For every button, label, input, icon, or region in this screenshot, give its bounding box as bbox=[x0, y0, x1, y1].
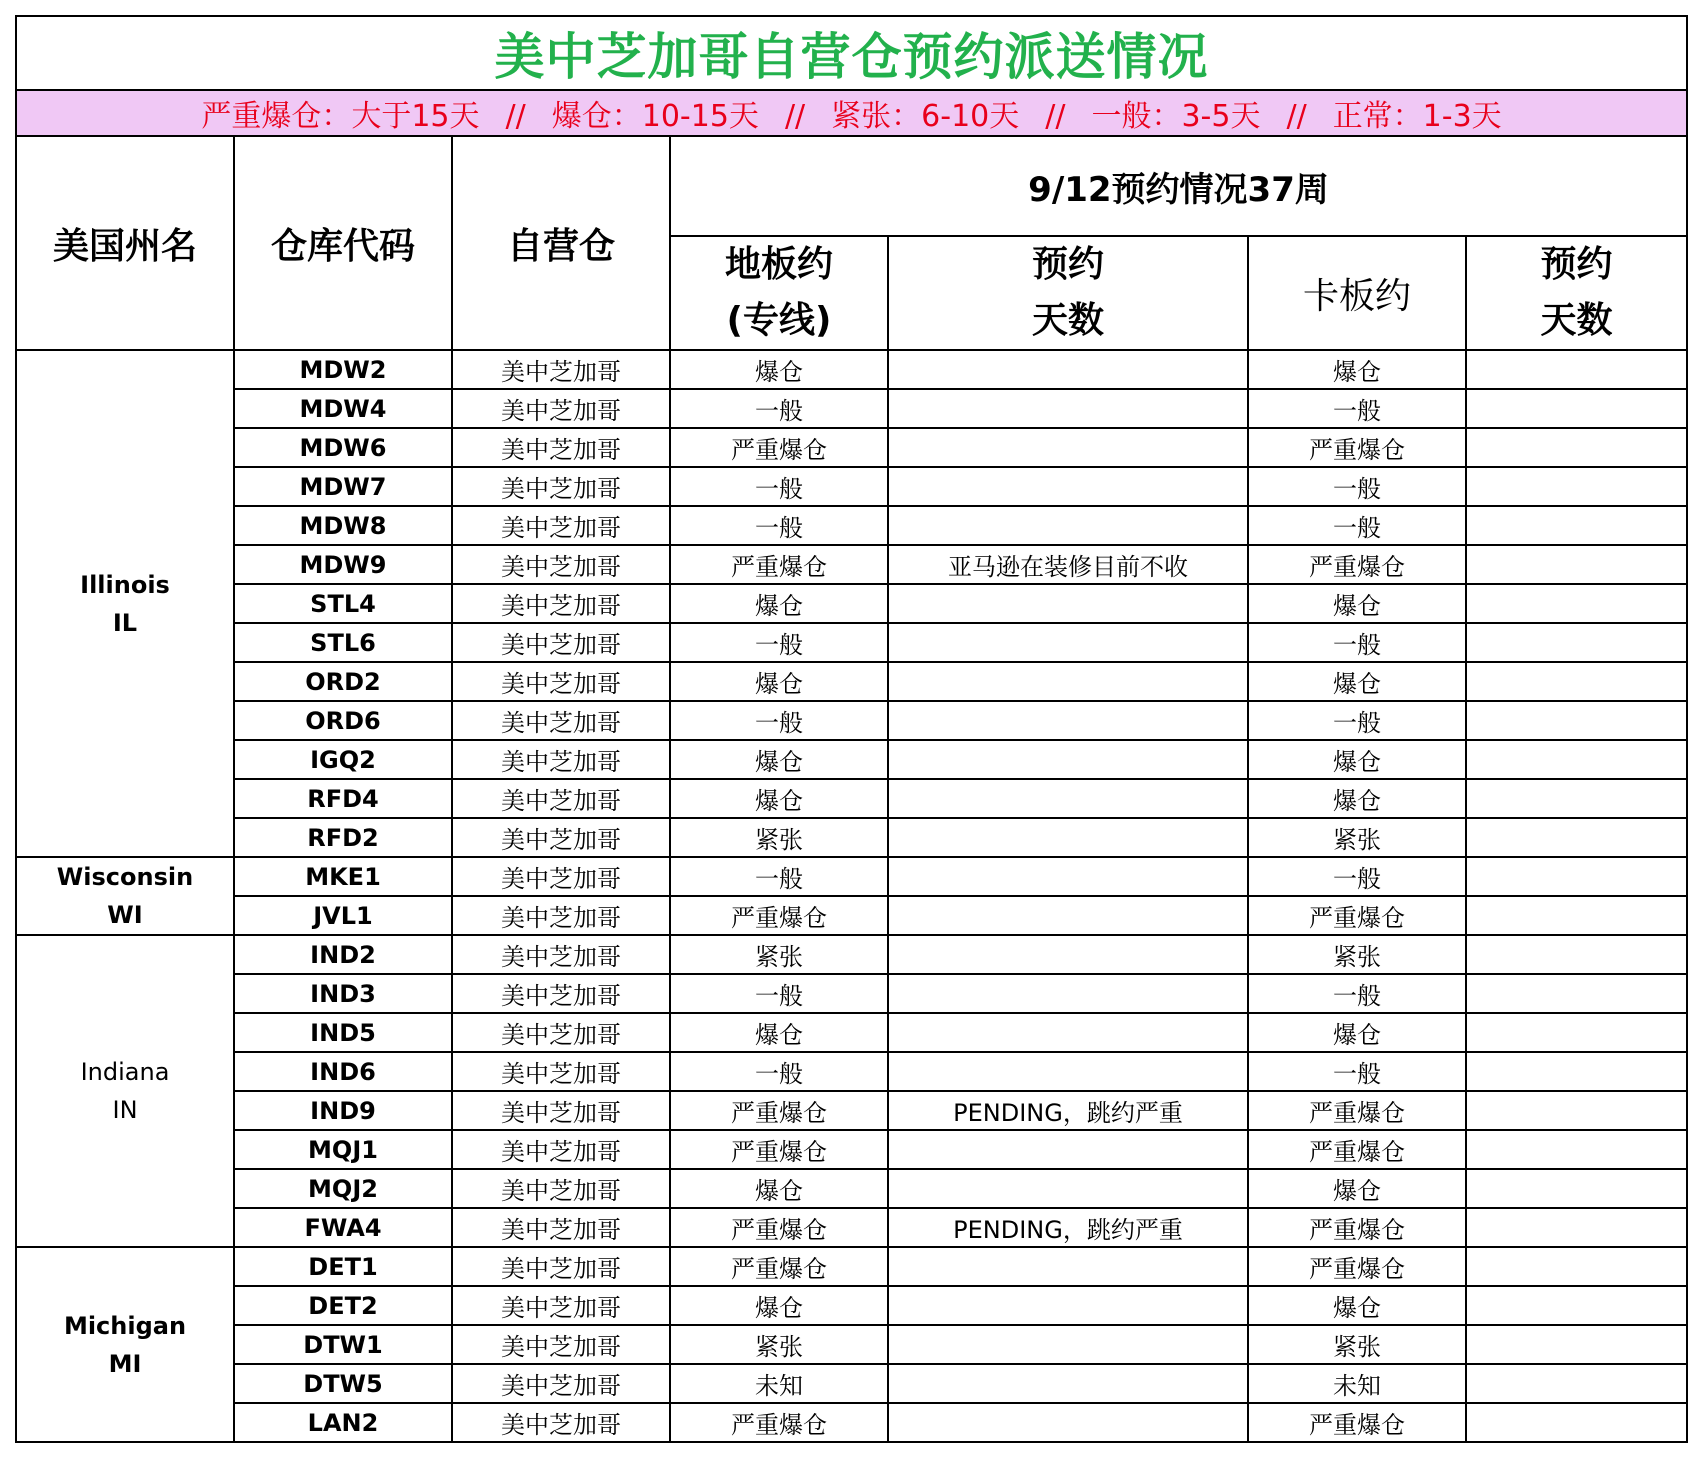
table-row bbox=[16, 1169, 1687, 1208]
header-floor bbox=[670, 236, 888, 350]
floor-status-cell: 紧张 bbox=[670, 935, 888, 974]
pallet-status-cell: 严重爆仓 bbox=[1248, 1130, 1466, 1169]
warehouse-code-cell: ORD2 bbox=[234, 662, 452, 701]
warehouse-name-cell: 美中芝加哥 bbox=[452, 1169, 670, 1208]
floor-days-cell: 亚马逊在装修目前不收 bbox=[888, 545, 1248, 584]
floor-days-cell bbox=[888, 623, 1248, 662]
header-week: 9/12预约情况37周 bbox=[670, 136, 1687, 236]
floor-days-cell bbox=[888, 1403, 1248, 1442]
warehouse-code-cell: JVL1 bbox=[234, 896, 452, 935]
pallet-days-cell bbox=[1466, 1013, 1687, 1052]
floor-days-cell bbox=[888, 974, 1248, 1013]
table-row bbox=[16, 1052, 1687, 1091]
warehouse-name-cell: 美中芝加哥 bbox=[452, 974, 670, 1013]
warehouse-name-cell: 美中芝加哥 bbox=[452, 1052, 670, 1091]
warehouse-code-cell: ORD6 bbox=[234, 701, 452, 740]
pallet-status-cell: 紧张 bbox=[1248, 935, 1466, 974]
legend-separator: // bbox=[505, 99, 526, 134]
floor-days-cell bbox=[888, 467, 1248, 506]
floor-status-cell: 一般 bbox=[670, 389, 888, 428]
warehouse-code-cell: MKE1 bbox=[234, 857, 452, 896]
table-row bbox=[16, 1325, 1687, 1364]
floor-status-cell: 一般 bbox=[670, 506, 888, 545]
pallet-days-cell bbox=[1466, 1247, 1687, 1286]
warehouse-code-cell: LAN2 bbox=[234, 1403, 452, 1442]
warehouse-name-cell: 美中芝加哥 bbox=[452, 350, 670, 389]
table-row bbox=[16, 506, 1687, 545]
pallet-days-cell bbox=[1466, 1130, 1687, 1169]
legend-separator: // bbox=[784, 99, 806, 134]
table-row bbox=[16, 701, 1687, 740]
warehouse-name-cell: 美中芝加哥 bbox=[452, 584, 670, 623]
pallet-days-cell bbox=[1466, 935, 1687, 974]
pallet-days-cell bbox=[1466, 1403, 1687, 1442]
floor-days-cell: PENDING，跳约严重 bbox=[888, 1208, 1248, 1247]
warehouse-code-cell: DET1 bbox=[234, 1247, 452, 1286]
floor-status-cell: 爆仓 bbox=[670, 779, 888, 818]
pallet-days-cell bbox=[1466, 389, 1687, 428]
floor-status-cell: 严重爆仓 bbox=[670, 545, 888, 584]
floor-days-cell bbox=[888, 1364, 1248, 1403]
table-row bbox=[16, 350, 1687, 389]
floor-days-cell bbox=[888, 662, 1248, 701]
warehouse-name-cell: 美中芝加哥 bbox=[452, 1364, 670, 1403]
pallet-days-cell bbox=[1466, 896, 1687, 935]
warehouse-code-cell: STL6 bbox=[234, 623, 452, 662]
pallet-days-cell bbox=[1466, 1169, 1687, 1208]
floor-status-cell: 严重爆仓 bbox=[670, 1208, 888, 1247]
warehouse-name-cell: 美中芝加哥 bbox=[452, 1403, 670, 1442]
pallet-status-cell: 一般 bbox=[1248, 701, 1466, 740]
pallet-days-cell bbox=[1466, 1286, 1687, 1325]
table-row bbox=[16, 857, 1687, 896]
table-row bbox=[16, 1013, 1687, 1052]
warehouse-code-cell: RFD4 bbox=[234, 779, 452, 818]
pallet-days-cell bbox=[1466, 1091, 1687, 1130]
pallet-days-cell bbox=[1466, 974, 1687, 1013]
floor-days-cell bbox=[888, 350, 1248, 389]
pallet-status-cell: 严重爆仓 bbox=[1248, 1208, 1466, 1247]
pallet-status-cell: 严重爆仓 bbox=[1248, 1403, 1466, 1442]
warehouse-code-cell: IND5 bbox=[234, 1013, 452, 1052]
table-row bbox=[16, 1403, 1687, 1442]
pallet-days-cell bbox=[1466, 779, 1687, 818]
floor-status-cell: 一般 bbox=[670, 467, 888, 506]
floor-days-cell bbox=[888, 740, 1248, 779]
warehouse-code-cell: DTW5 bbox=[234, 1364, 452, 1403]
state-abbr: WI bbox=[107, 901, 143, 929]
warehouse-code-cell: IGQ2 bbox=[234, 740, 452, 779]
floor-status-cell: 严重爆仓 bbox=[670, 1403, 888, 1442]
floor-days-cell bbox=[888, 506, 1248, 545]
warehouse-code-cell: STL4 bbox=[234, 584, 452, 623]
floor-status-cell: 一般 bbox=[670, 974, 888, 1013]
floor-status-cell: 严重爆仓 bbox=[670, 1091, 888, 1130]
pallet-days-cell bbox=[1466, 1325, 1687, 1364]
pallet-status-cell: 爆仓 bbox=[1248, 1169, 1466, 1208]
pallet-days-cell bbox=[1466, 701, 1687, 740]
header-floor-days-line2: 天数 bbox=[1031, 300, 1104, 341]
table-row bbox=[16, 662, 1687, 701]
floor-days-cell bbox=[888, 1325, 1248, 1364]
delivery-status-table bbox=[15, 15, 1688, 1443]
header-state: 美国州名 bbox=[16, 136, 234, 350]
legend-item: 一般：3-5天 bbox=[1091, 99, 1261, 134]
warehouse-code-cell: MQJ1 bbox=[234, 1130, 452, 1169]
warehouse-code-cell: MDW7 bbox=[234, 467, 452, 506]
table-row bbox=[16, 1130, 1687, 1169]
table-row bbox=[16, 1091, 1687, 1130]
pallet-status-cell: 严重爆仓 bbox=[1248, 545, 1466, 584]
warehouse-name-cell: 美中芝加哥 bbox=[452, 1286, 670, 1325]
floor-status-cell: 爆仓 bbox=[670, 584, 888, 623]
warehouse-code-cell: MQJ2 bbox=[234, 1169, 452, 1208]
floor-status-cell: 严重爆仓 bbox=[670, 896, 888, 935]
state-abbr: IL bbox=[112, 608, 138, 637]
floor-days-cell bbox=[888, 1169, 1248, 1208]
floor-status-cell: 紧张 bbox=[670, 818, 888, 857]
state-name: Wisconsin bbox=[56, 863, 194, 891]
header-floor-line1: 地板约 bbox=[724, 244, 833, 285]
table-row bbox=[16, 1286, 1687, 1325]
floor-days-cell: PENDING，跳约严重 bbox=[888, 1091, 1248, 1130]
floor-status-cell: 未知 bbox=[670, 1364, 888, 1403]
warehouse-code-cell: MDW4 bbox=[234, 389, 452, 428]
table-row bbox=[16, 1247, 1687, 1286]
floor-days-cell bbox=[888, 1130, 1248, 1169]
warehouse-name-cell: 美中芝加哥 bbox=[452, 1091, 670, 1130]
legend-item: 严重爆仓：大于15天 bbox=[201, 99, 480, 134]
table-row bbox=[16, 623, 1687, 662]
warehouse-code-cell: MDW9 bbox=[234, 545, 452, 584]
legend-separator: // bbox=[1045, 99, 1066, 134]
pallet-status-cell: 一般 bbox=[1248, 974, 1466, 1013]
warehouse-name-cell: 美中芝加哥 bbox=[452, 935, 670, 974]
table-row bbox=[16, 818, 1687, 857]
pallet-status-cell: 一般 bbox=[1248, 506, 1466, 545]
state-abbr: MI bbox=[108, 1349, 142, 1378]
floor-days-cell bbox=[888, 428, 1248, 467]
table-row bbox=[16, 740, 1687, 779]
warehouse-name-cell: 美中芝加哥 bbox=[452, 662, 670, 701]
warehouse-name-cell: 美中芝加哥 bbox=[452, 506, 670, 545]
floor-status-cell: 一般 bbox=[670, 1052, 888, 1091]
warehouse-code-cell: IND9 bbox=[234, 1091, 452, 1130]
warehouse-name-cell: 美中芝加哥 bbox=[452, 1208, 670, 1247]
pallet-days-cell bbox=[1466, 662, 1687, 701]
floor-status-cell: 爆仓 bbox=[670, 1013, 888, 1052]
header-warehouse: 自营仓 bbox=[452, 136, 670, 350]
pallet-status-cell: 爆仓 bbox=[1248, 1286, 1466, 1325]
warehouse-name-cell: 美中芝加哥 bbox=[452, 467, 670, 506]
warehouse-name-cell: 美中芝加哥 bbox=[452, 1247, 670, 1286]
pallet-days-cell bbox=[1466, 350, 1687, 389]
pallet-status-cell: 爆仓 bbox=[1248, 779, 1466, 818]
warehouse-code-cell: IND3 bbox=[234, 974, 452, 1013]
pallet-days-cell bbox=[1466, 428, 1687, 467]
floor-days-cell bbox=[888, 1247, 1248, 1286]
legend-separator: // bbox=[1286, 99, 1307, 134]
state-name: Indiana bbox=[80, 1058, 170, 1086]
floor-status-cell: 一般 bbox=[670, 857, 888, 896]
spreadsheet bbox=[15, 15, 1688, 1443]
warehouse-name-cell: 美中芝加哥 bbox=[452, 818, 670, 857]
floor-days-cell bbox=[888, 1013, 1248, 1052]
pallet-status-cell: 未知 bbox=[1248, 1364, 1466, 1403]
warehouse-code-cell: IND6 bbox=[234, 1052, 452, 1091]
table-row bbox=[16, 467, 1687, 506]
floor-days-cell bbox=[888, 779, 1248, 818]
table-row bbox=[16, 779, 1687, 818]
pallet-status-cell: 一般 bbox=[1248, 467, 1466, 506]
pallet-days-cell bbox=[1466, 506, 1687, 545]
warehouse-name-cell: 美中芝加哥 bbox=[452, 740, 670, 779]
warehouse-name-cell: 美中芝加哥 bbox=[452, 623, 670, 662]
header-floor-days bbox=[888, 236, 1248, 350]
warehouse-name-cell: 美中芝加哥 bbox=[452, 1013, 670, 1052]
floor-status-cell: 紧张 bbox=[670, 1325, 888, 1364]
floor-status-cell: 一般 bbox=[670, 701, 888, 740]
warehouse-name-cell: 美中芝加哥 bbox=[452, 857, 670, 896]
warehouse-name-cell: 美中芝加哥 bbox=[452, 389, 670, 428]
state-abbr: IN bbox=[112, 1096, 138, 1124]
floor-status-cell: 爆仓 bbox=[670, 1286, 888, 1325]
floor-status-cell: 爆仓 bbox=[670, 740, 888, 779]
pallet-status-cell: 严重爆仓 bbox=[1248, 1247, 1466, 1286]
pallet-days-cell bbox=[1466, 857, 1687, 896]
pallet-days-cell bbox=[1466, 1052, 1687, 1091]
pallet-days-cell bbox=[1466, 545, 1687, 584]
pallet-days-cell bbox=[1466, 1208, 1687, 1247]
warehouse-name-cell: 美中芝加哥 bbox=[452, 779, 670, 818]
floor-status-cell: 一般 bbox=[670, 623, 888, 662]
table-row bbox=[16, 974, 1687, 1013]
pallet-status-cell: 爆仓 bbox=[1248, 740, 1466, 779]
floor-days-cell bbox=[888, 935, 1248, 974]
pallet-status-cell: 一般 bbox=[1248, 623, 1466, 662]
table-row bbox=[16, 389, 1687, 428]
warehouse-name-cell: 美中芝加哥 bbox=[452, 1130, 670, 1169]
warehouse-code-cell: RFD2 bbox=[234, 818, 452, 857]
table-row bbox=[16, 428, 1687, 467]
pallet-status-cell: 紧张 bbox=[1248, 1325, 1466, 1364]
state-cell bbox=[16, 857, 234, 935]
pallet-days-cell bbox=[1466, 584, 1687, 623]
legend-item: 爆仓：10-15天 bbox=[551, 99, 759, 134]
warehouse-code-cell: MDW6 bbox=[234, 428, 452, 467]
warehouse-code-cell: DTW1 bbox=[234, 1325, 452, 1364]
header-pallet-days bbox=[1466, 236, 1687, 350]
floor-days-cell bbox=[888, 896, 1248, 935]
header-code: 仓库代码 bbox=[234, 136, 452, 350]
header-pallet-days-line1: 预约 bbox=[1540, 244, 1613, 285]
pallet-status-cell: 爆仓 bbox=[1248, 1013, 1466, 1052]
table-row bbox=[16, 896, 1687, 935]
floor-status-cell: 爆仓 bbox=[670, 350, 888, 389]
table-row bbox=[16, 935, 1687, 974]
floor-status-cell: 严重爆仓 bbox=[670, 1130, 888, 1169]
warehouse-code-cell: DET2 bbox=[234, 1286, 452, 1325]
warehouse-code-cell: MDW2 bbox=[234, 350, 452, 389]
pallet-days-cell bbox=[1466, 740, 1687, 779]
warehouse-code-cell: IND2 bbox=[234, 935, 452, 974]
warehouse-code-cell: FWA4 bbox=[234, 1208, 452, 1247]
pallet-status-cell: 一般 bbox=[1248, 1052, 1466, 1091]
state-name: Michigan bbox=[63, 1311, 187, 1340]
legend-item: 正常：1-3天 bbox=[1332, 99, 1502, 134]
pallet-days-cell bbox=[1466, 818, 1687, 857]
pallet-days-cell bbox=[1466, 1364, 1687, 1403]
floor-days-cell bbox=[888, 818, 1248, 857]
header-pallet: 卡板约 bbox=[1248, 236, 1466, 350]
state-cell bbox=[16, 1247, 234, 1442]
pallet-status-cell: 爆仓 bbox=[1248, 662, 1466, 701]
pallet-status-cell: 一般 bbox=[1248, 389, 1466, 428]
pallet-status-cell: 严重爆仓 bbox=[1248, 896, 1466, 935]
page-title: 美中芝加哥自营仓预约派送情况 bbox=[16, 16, 1687, 90]
table-row bbox=[16, 1364, 1687, 1403]
legend-bar bbox=[16, 90, 1687, 136]
table-row bbox=[16, 584, 1687, 623]
pallet-status-cell: 爆仓 bbox=[1248, 584, 1466, 623]
header-pallet-days-line2: 天数 bbox=[1540, 300, 1613, 341]
table-row bbox=[16, 545, 1687, 584]
floor-status-cell: 爆仓 bbox=[670, 1169, 888, 1208]
state-name: Illinois bbox=[80, 570, 170, 599]
floor-days-cell bbox=[888, 584, 1248, 623]
pallet-status-cell: 紧张 bbox=[1248, 818, 1466, 857]
header-floor-days-line1: 预约 bbox=[1031, 244, 1104, 285]
legend-item: 紧张：6-10天 bbox=[831, 99, 1020, 134]
state-cell bbox=[16, 935, 234, 1247]
warehouse-name-cell: 美中芝加哥 bbox=[452, 701, 670, 740]
warehouse-name-cell: 美中芝加哥 bbox=[452, 1325, 670, 1364]
pallet-status-cell: 一般 bbox=[1248, 857, 1466, 896]
header-floor-line2: (专线) bbox=[726, 300, 832, 341]
floor-status-cell: 爆仓 bbox=[670, 662, 888, 701]
state-cell bbox=[16, 350, 234, 857]
pallet-status-cell: 严重爆仓 bbox=[1248, 1091, 1466, 1130]
floor-status-cell: 严重爆仓 bbox=[670, 428, 888, 467]
pallet-days-cell bbox=[1466, 467, 1687, 506]
warehouse-code-cell: MDW8 bbox=[234, 506, 452, 545]
warehouse-name-cell: 美中芝加哥 bbox=[452, 896, 670, 935]
warehouse-name-cell: 美中芝加哥 bbox=[452, 545, 670, 584]
floor-days-cell bbox=[888, 1052, 1248, 1091]
table-row bbox=[16, 1208, 1687, 1247]
floor-days-cell bbox=[888, 701, 1248, 740]
floor-days-cell bbox=[888, 389, 1248, 428]
pallet-days-cell bbox=[1466, 623, 1687, 662]
pallet-status-cell: 严重爆仓 bbox=[1248, 428, 1466, 467]
warehouse-name-cell: 美中芝加哥 bbox=[452, 428, 670, 467]
floor-status-cell: 严重爆仓 bbox=[670, 1247, 888, 1286]
floor-days-cell bbox=[888, 857, 1248, 896]
floor-days-cell bbox=[888, 1286, 1248, 1325]
pallet-status-cell: 爆仓 bbox=[1248, 350, 1466, 389]
